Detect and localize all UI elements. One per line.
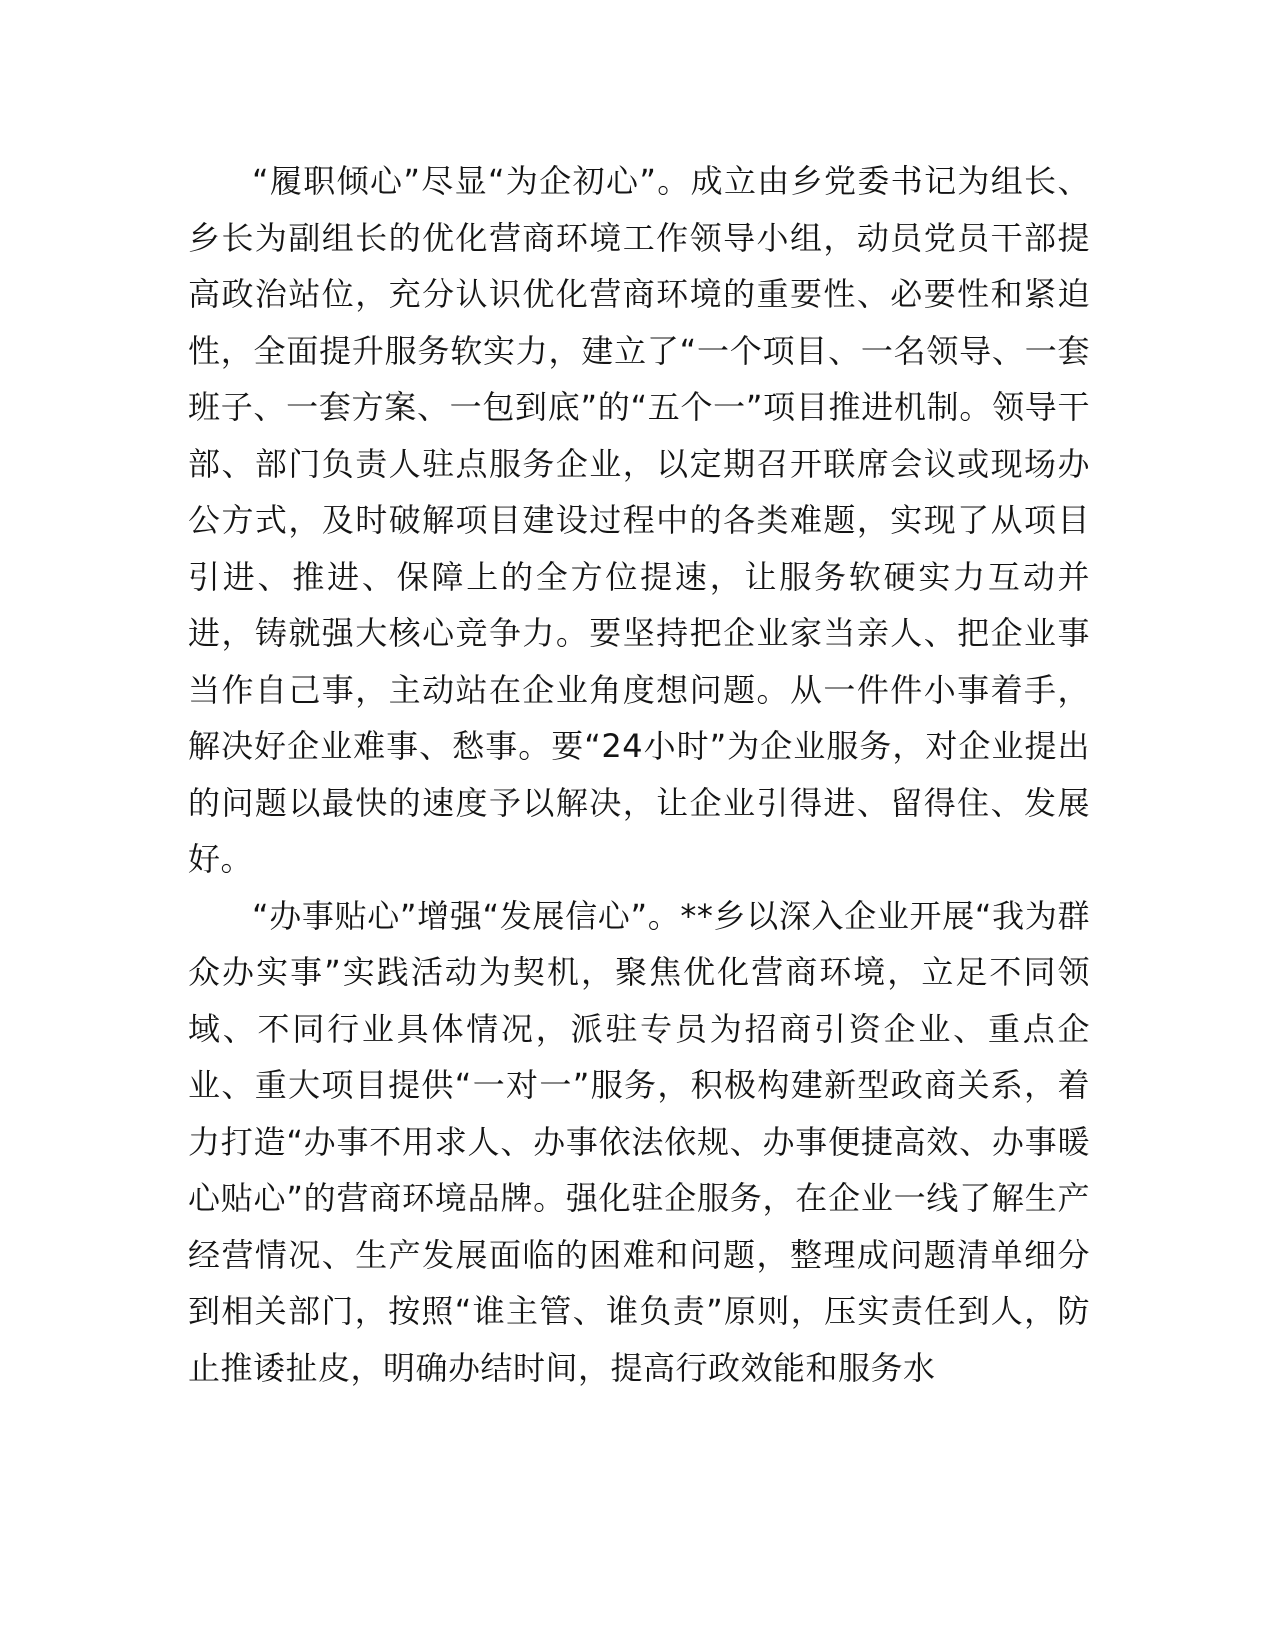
paragraph-performing-duties: “履职倾心”尽显“为企初心”。成立由乡党委书记为组长、乡长为副组长的优化营商环境工作领导小组，动员党员干部提高政治站位，充分认识优化营商环境的重要性、必要性和紧迫性，全面提升服务软实力，建立了“一个项目、一名领导、一套班子、一套方案、一包到底”的“五个一”项目推进机制。领导干部、部门负责人驻点服务企业，以定期召开联席会议或现场办公方式，及时破解项目建设过程中的各类难题，实现了从项目引进、推进、保障上的全方位提速，让服务软硬实力互动并进，铸就强大核心竞争力。要坚持把企业家当亲人、把企业事当作自己事，主动站在企业角度想问题。从一件件小事着手，解决好企业难事、愁事。要“24小时”为企业服务，对企业提出的问题以最快的速度予以解决，让企业引得进、留得住、发展好。 (188, 162, 1090, 878)
paragraph-handling-affairs: “办事贴心”增强“发展信心”。**乡以深入企业开展“我为群众办实事”实践活动为契机，聚焦优化营商环境，立足不同领域、不同行业具体情况，派驻专员为招商引资企业、重点企业、重大项目提供“一对一”服务，积极构建新型政商关系，着力打造“办事不用求人、办事依法依规、办事便捷高效、办事暖心贴心”的营商环境品牌。强化驻企服务，在企业一线了解生产经营情况、生产发展面临的困难和问题，整理成问题清单细分到相关部门，按照“谁主管、谁负责”原则，压实责任到人，防止推诿扯皮，明确办结时间，提高行政效能和服务水 (188, 896, 1090, 1387)
document-body (188, 153, 1090, 1396)
